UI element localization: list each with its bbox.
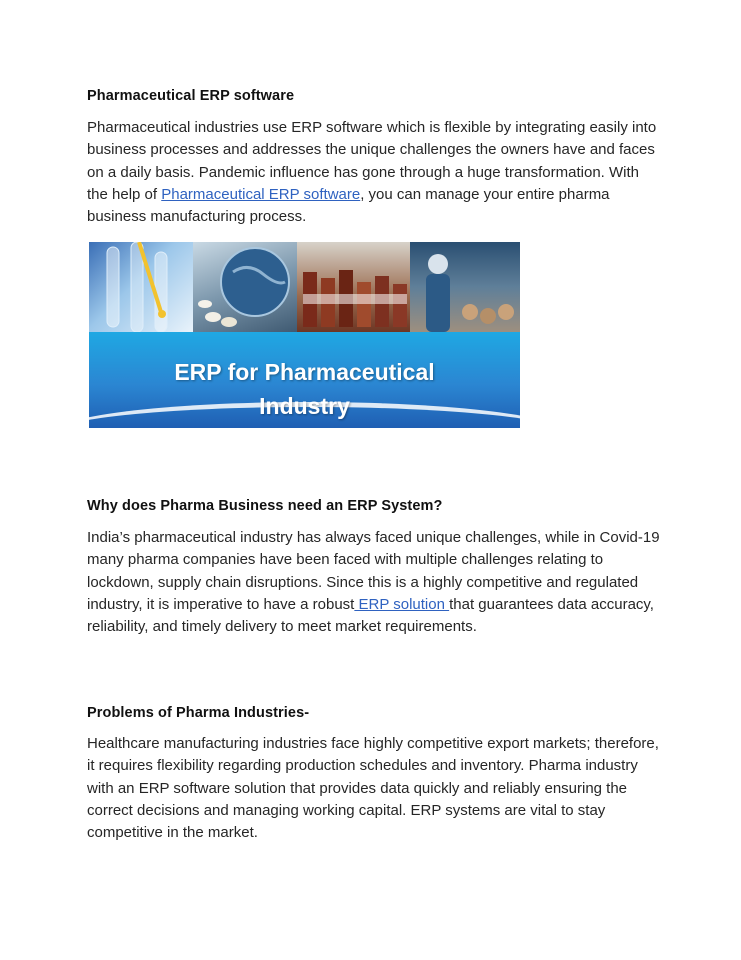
- medicine-bottles-photo: [297, 242, 410, 332]
- heading-pharmaceutical-erp: Pharmaceutical ERP software: [87, 88, 295, 104]
- banner-title-line1: ERP for Pharmaceutical: [174, 359, 435, 385]
- paragraph-why-erp: [87, 527, 662, 638]
- globe-and-pills-photo: [193, 242, 297, 332]
- heading-problems: Problems of Pharma Industries-: [87, 705, 310, 721]
- lab-glassware-photo: [89, 242, 193, 332]
- paragraph-why-erp-text-end: that guarantees data accuracy, reliability, and timely delivery to meet market requirements.: [87, 595, 654, 636]
- paragraph-why-erp-text: India’s pharmaceutical industry has always faced unique challenges, while in Covid-19 many pharma companies have been faced with multiple challenges relating to lockdown, supply chain disruptions. Since this is a highly competitive and regulated industry, it is imperative to have a robust: [87, 529, 660, 613]
- erp-banner-image: [89, 242, 520, 428]
- factory-worker-photo: [410, 242, 520, 332]
- paragraph-intro: [87, 117, 662, 228]
- paragraph-intro-text-end: , you can manage your entire pharma business manufacturing process.: [87, 185, 610, 226]
- pharmaceutical-erp-link[interactable]: Pharmaceutical ERP software: [161, 185, 361, 203]
- paragraph-intro-text: Pharmaceutical industries use ERP software which is flexible by integrating easily into business processes and addresses the unique challenges the owners have and faces on a daily basis. Pandemic influence has gone through a huge transformation. With the help of: [87, 119, 657, 203]
- heading-why-erp: Why does Pharma Business need an ERP System?: [87, 498, 443, 514]
- erp-solution-link[interactable]: ERP solution: [354, 595, 450, 613]
- banner-title-line2: Industry: [259, 393, 350, 419]
- banner-photo-strip: [89, 242, 520, 332]
- paragraph-problems: Healthcare manufacturing industries face highly competitive export markets; therefore, it requires flexibility regarding production schedules and inventory. Pharma industry with an ERP software solution that provides data quickly and reliably ensuring the correct decisions and managing working capital. ERP systems are vital to stay competitive in the market.: [87, 735, 659, 842]
